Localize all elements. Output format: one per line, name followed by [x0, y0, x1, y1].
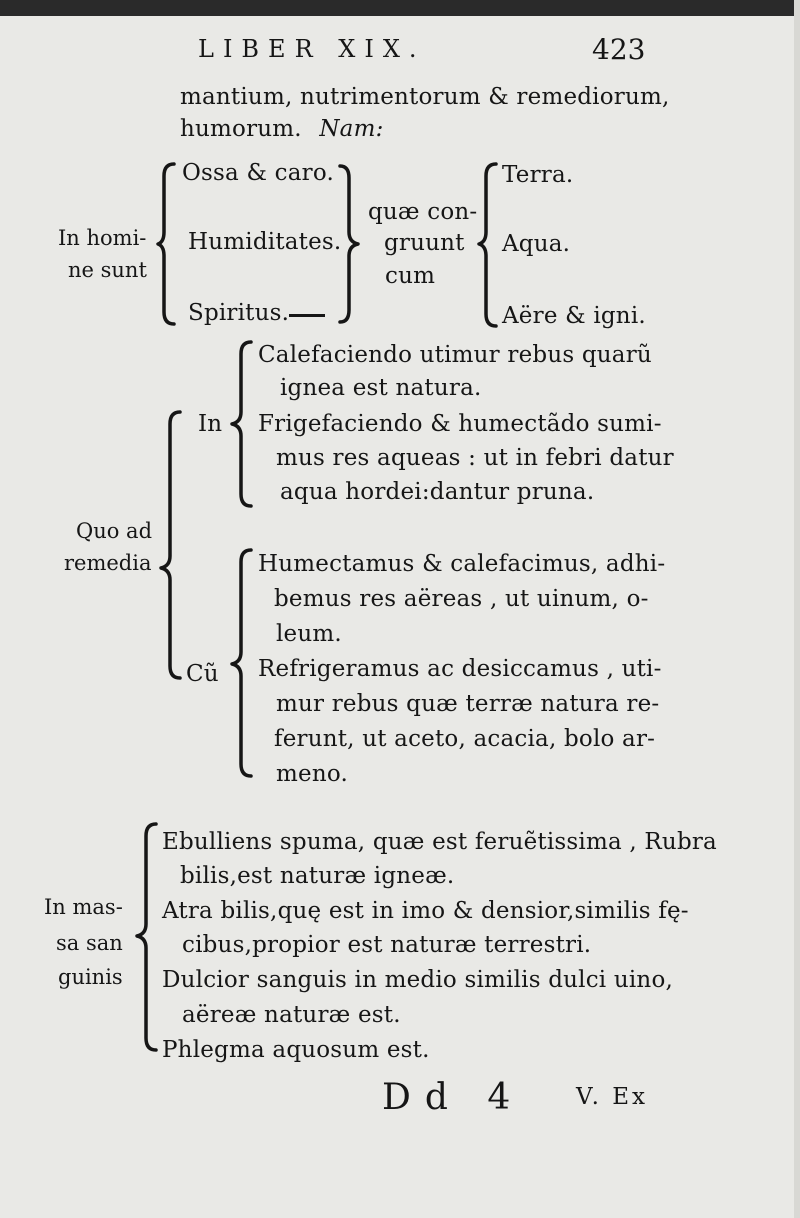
- cum-line-4: Refrigeramus ac desiccamus , uti-: [258, 656, 662, 682]
- massa-line-2: bilis,est naturæ igneæ.: [180, 863, 455, 889]
- massa-line-7: Phlegma aquosum est.: [162, 1037, 430, 1063]
- section2-main-brace: [158, 406, 184, 684]
- section3-brace: [134, 818, 160, 1058]
- element-aere: Aëre & igni.: [502, 303, 646, 329]
- in-line-4: mus res aqueas : ut in febri datur: [276, 445, 674, 471]
- section1-right-brace: [476, 160, 500, 330]
- massa-line-3: Atra bilis,quę est in imo & densior,similis fę-: [162, 898, 689, 924]
- section3-label-2: sa san: [56, 931, 123, 955]
- page-number: 423: [592, 33, 646, 66]
- massa-line-4: cibus,propior est naturæ terrestri.: [182, 932, 592, 958]
- sub-label-in: In: [198, 411, 223, 437]
- scan-right-edge: [794, 0, 800, 1218]
- cum-line-6: ferunt, ut aceto, acacia, bolo ar-: [274, 726, 656, 752]
- middle-line-1: quæ con-: [368, 199, 478, 225]
- catchword: V. Ex: [576, 1084, 648, 1110]
- section1-left-brace: [156, 160, 178, 328]
- section1-label-2: ne sunt: [68, 258, 147, 282]
- in-line-1: Calefaciendo utimur rebus quarũ: [258, 342, 652, 368]
- element-terra: Terra.: [502, 162, 574, 188]
- section3-label-3: guinis: [58, 965, 123, 989]
- cum-line-5: mur rebus quæ terræ natura re-: [276, 691, 660, 717]
- intro-line-1: mantium, nutrimentorum & remediorum,: [180, 84, 670, 110]
- massa-line-6: aëreæ naturæ est.: [182, 1002, 401, 1028]
- cum-line-3: leum.: [276, 621, 342, 647]
- in-line-5: aqua hordei:dantur pruna.: [280, 479, 595, 505]
- cum-line-7: meno.: [276, 761, 348, 787]
- massa-line-5: Dulcior sanguis in medio similis dulci uino,: [162, 967, 674, 993]
- signature-mark: Dd 4: [382, 1077, 525, 1118]
- intro-line-2: humorum. Nam:: [180, 116, 384, 142]
- section1-label-1: In homi-: [58, 226, 147, 250]
- part-ossa: Ossa & caro.: [182, 160, 335, 186]
- section2-label-1: Quo ad: [76, 519, 153, 543]
- scan-top-edge: [0, 0, 800, 16]
- running-title: LIBER XIX.: [198, 35, 426, 63]
- cum-line-2: bemus res aëreas , ut uinum, o-: [274, 586, 649, 612]
- middle-line-2: gruunt: [384, 230, 465, 256]
- sub-label-cum: Cũ: [186, 661, 219, 687]
- section3-label-1: In mas-: [44, 895, 123, 919]
- word-nam: Nam:: [319, 116, 384, 142]
- spiritus-dash: [289, 314, 325, 317]
- part-humiditates: Humiditates.: [188, 229, 342, 255]
- middle-line-3: cum: [385, 263, 436, 289]
- cum-brace: [229, 544, 255, 784]
- element-aqua: Aqua.: [502, 231, 571, 257]
- section2-label-2: remedia: [64, 551, 152, 575]
- in-line-3: Frigefaciendo & humectãdo sumi-: [258, 411, 662, 437]
- section1-closing-brace: [336, 160, 362, 328]
- cum-line-1: Humectamus & calefacimus, adhi-: [258, 551, 666, 577]
- in-brace: [229, 336, 255, 512]
- in-line-2: ignea est natura.: [280, 375, 482, 401]
- massa-line-1: Ebulliens spuma, quæ est feruẽtissima , Rubra: [162, 829, 717, 855]
- part-spiritus: Spiritus.: [188, 300, 290, 326]
